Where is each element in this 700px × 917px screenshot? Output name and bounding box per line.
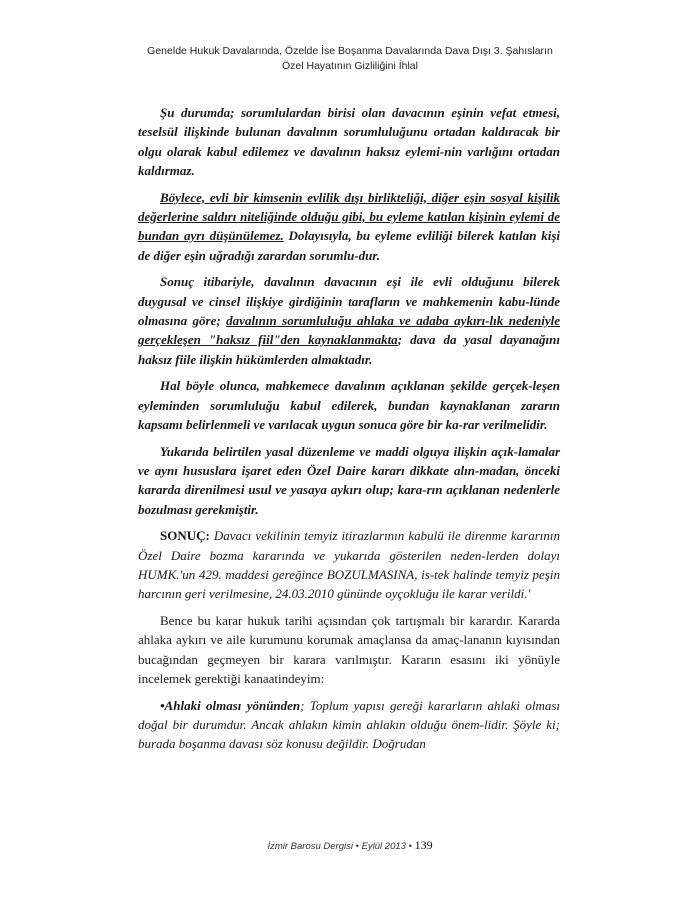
paragraph-author-opinion [138,611,560,688]
bullet-lead: •Ahlaki olması yönünden [160,697,301,713]
paragraph-3-text-a: Sonuç itibariyle, davalının davacının eşi ile evli olduğunu bilerek duygusal ve cinsel ilişkiye girdiğinin tarafların ve mahkemenin kabu-lünde olmasına göre; [138,274,560,328]
bullet-text: ; Toplum yapısı gereği kararların ahlaki olması doğal bir durumdur. Ancak ahlakın kimin ahlakın olduğu önem-lidir. Şöyle ki; burada boşanma davası söz konusu değildir. Doğrudan [138,697,561,752]
paragraph-3 [138,272,560,368]
footer-separator-1: • [355,841,359,852]
paragraph-1-text: Şu durumda; sorumlulardan birisi olan davacının eşinin vefat etmesi, teselsül ilişkinde bulunan davalının sorumluluğunu ortadan kaldıracak bir olgu olarak kabul edilemez ve davalının haksız eylemi-nin varlığını ortadan kaldırmaz. [138,105,560,178]
paragraph-4-text: Hal böyle olunca, mahkemece davalının açıklanan şekilde gerçek-leşen eyleminden sorumluluğu kabul edilerek, bundan kaynaklanan zararın kapsamı belirlenmeli ve varılacak uygun sonuca göre bir ka-rar verilmelidir. [138,378,560,432]
footer-separator-2: • [408,841,412,852]
paragraph-3-underlined: davalının sorumluluğu ahlaka ve adaba aykırı-lık nedeniyle gerçekleşen "haksız fiil"den kaynaklanmakta [138,312,560,348]
paragraph-5-text: Yukarıda belirtilen yasal düzenleme ve maddi olguya ilişkin açık-lamalar ve aynı hususlara işaret eden Özel Daire kararı dikkate alın-madan, önceki kararda direnilmesi usul ve yasaya aykırı olup; kara-rın açıklanan nedenlerle bozulması gerekmiştir. [138,443,560,517]
paragraph-4 [138,376,560,434]
paragraph-bullet [138,696,560,754]
journal-name: İzmir Barosu Dergisi [267,841,353,852]
paragraph-sonuc [138,526,560,603]
sonuc-text: Davacı vekilinin temyiz itirazlarının kabulü ile direnme kararının Özel Daire bozma kararında ve yukarıda gösterilen neden-lerden dolayı HUMK.'un 429. maddesi gereğince BOZULMASINA, is-tek halinde temyiz peşin harcının geri verilmesine, 24.03.2010 gününde oyçokluğu ile karar verildi.' [138,528,560,602]
header-line-2: Özel Hayatının Gizliliğini İhlal [282,60,418,72]
paragraph-1 [138,103,560,180]
paragraph-2 [138,188,560,265]
body-text [138,103,560,761]
running-header [0,44,700,74]
header-line-1: Genelde Hukuk Davalarında, Özelde İse Boşanma Davalarında Dava Dışı 3. Şahısların [147,45,553,57]
page-footer [0,838,700,853]
page-number: 139 [414,838,433,852]
paragraph-3-text-b: ; dava da yasal dayanağını haksız fiile ilişkin hükümlerden almaktadır. [138,332,561,367]
sonuc-label: SONUÇ: [160,528,210,544]
paragraph-5 [138,442,560,519]
issue-date: Eylül 2013 [361,841,406,852]
paragraph-2-underlined: Böylece, evli bir kimsenin evlilik dışı birlikteliği, diğer eşin sosyal kişilik değerlerine saldırı niteliğinde olduğu gibi, bu eyleme katılan kişinin eylemi de bundan ayrı düşünülemez. [138,189,560,244]
paragraph-2-text: Dolayısıyla, bu eyleme evliliği bilerek katılan kişi de diğer eşin uğradığı zarardan sorumlu-dur. [138,228,560,263]
author-opinion-text: Bence bu karar hukuk tarihi açısından çok tartışmalı bir karardır. Kararda ahlaka aykırı ve aile kurumunu korumak amaçlansa da amaç-lananın kıyısından bucağından geçmeyen bir karara varılmıştır. Kararın esasını iki yönüyle incelemek gerektiği kanaatindeyim: [138,613,560,687]
